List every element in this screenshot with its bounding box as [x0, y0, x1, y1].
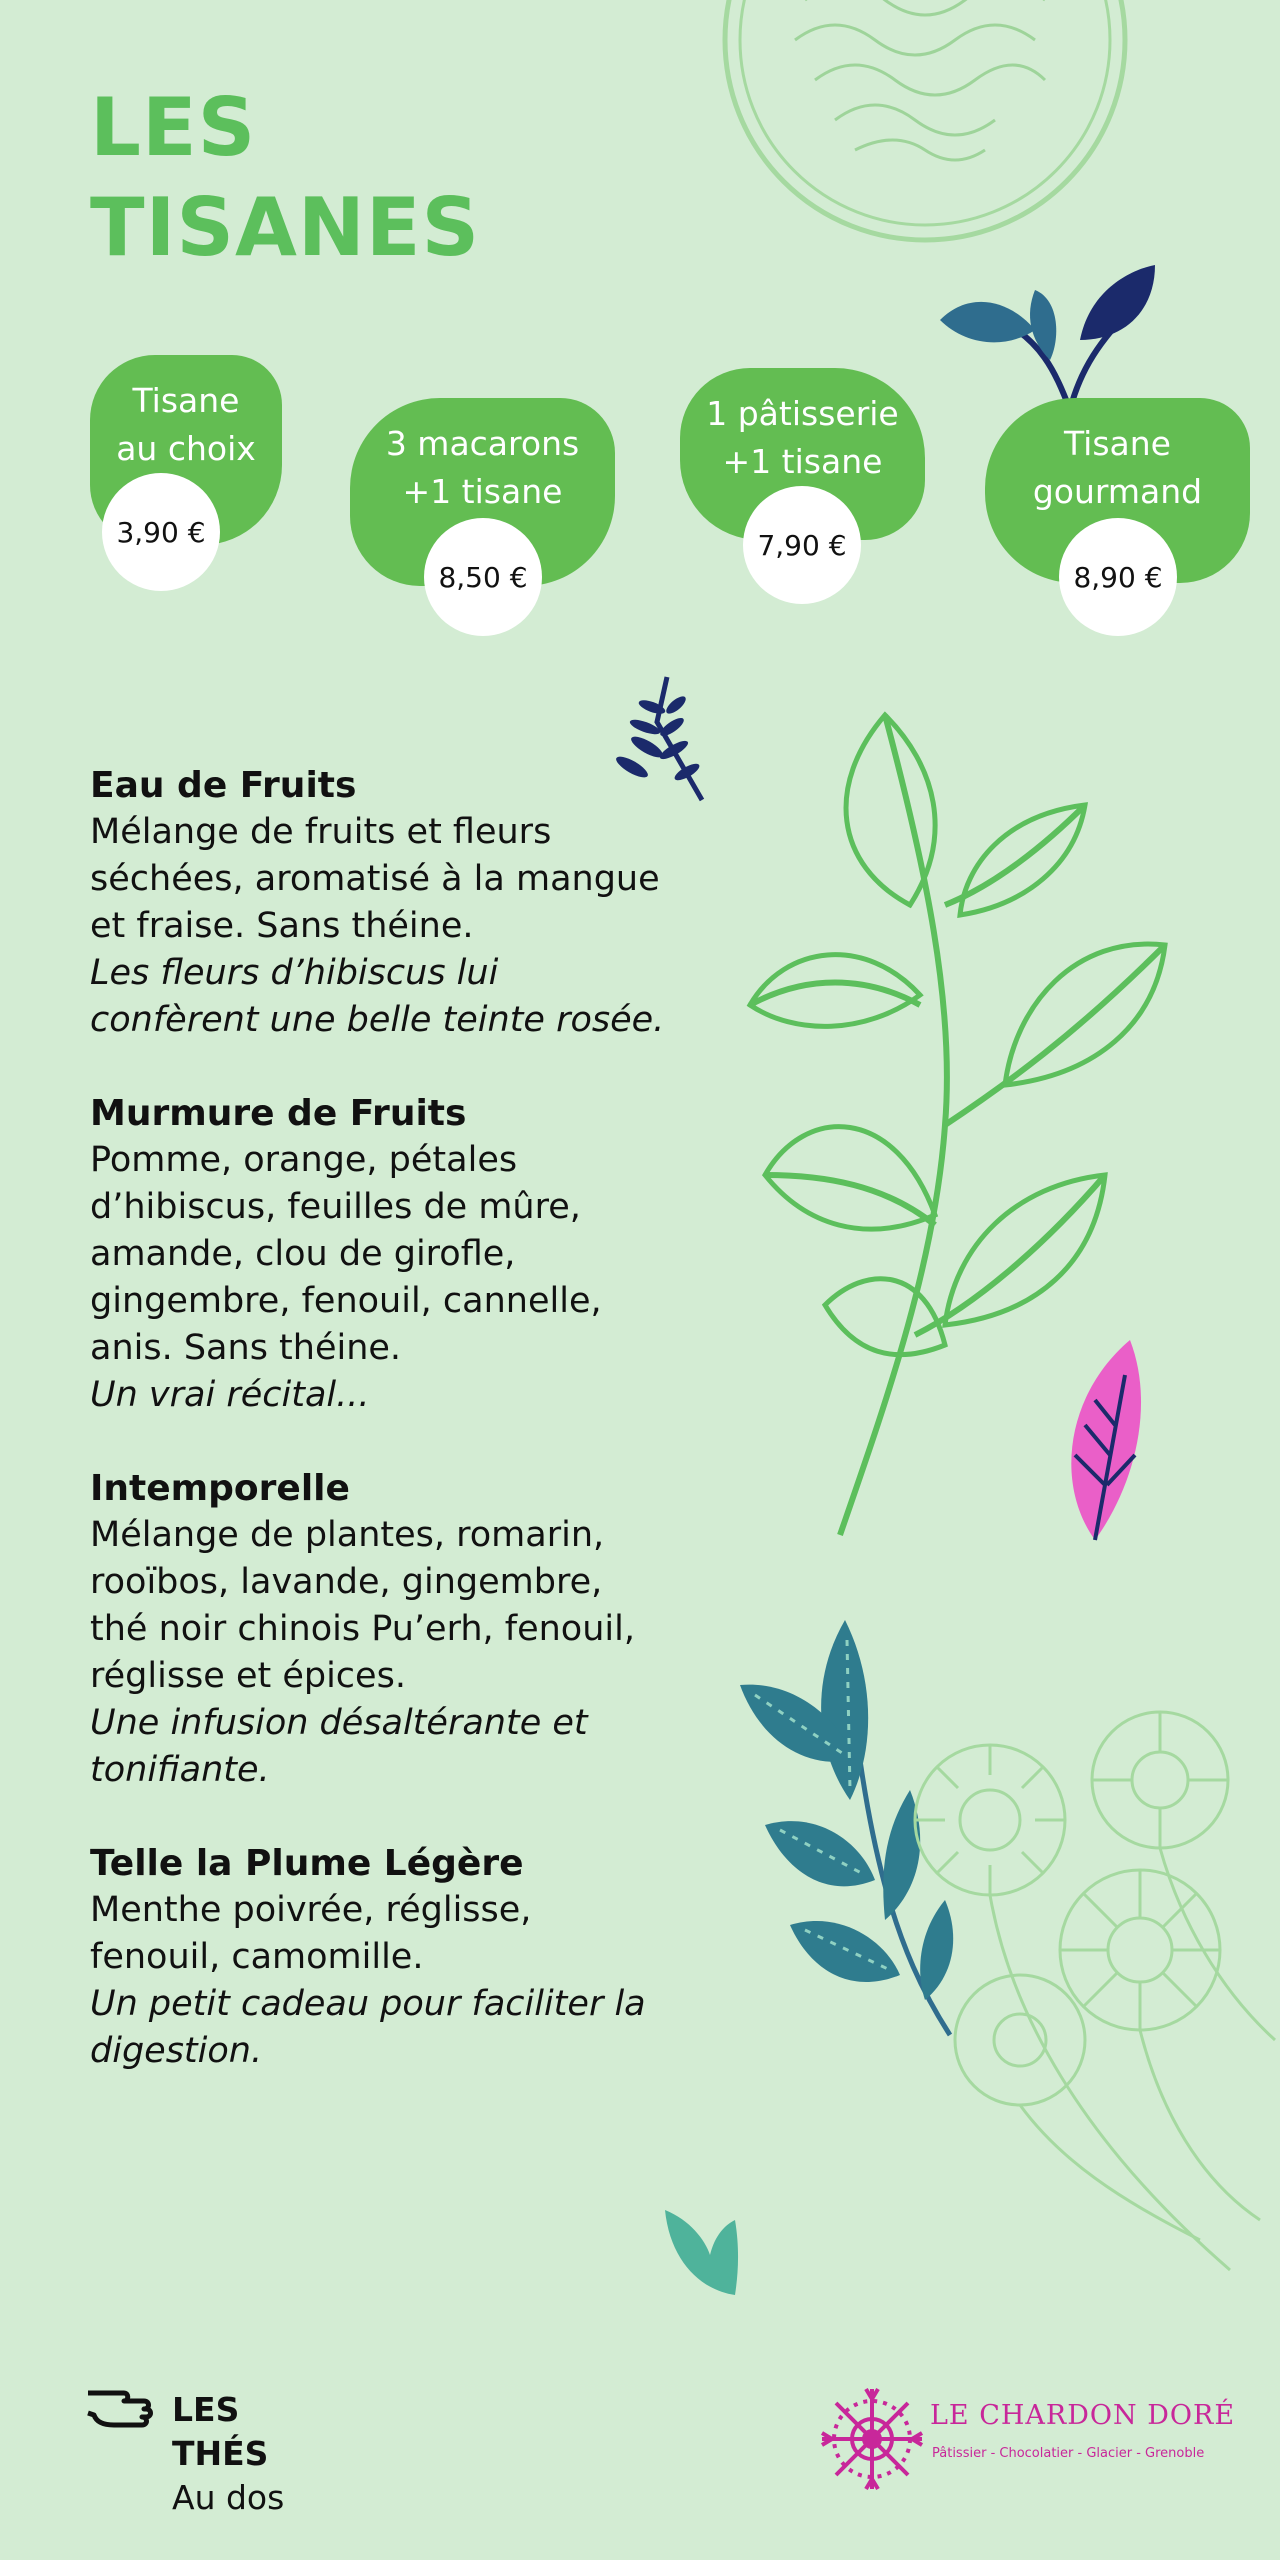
chardon-logo-icon: [818, 2385, 926, 2493]
item-description: Pomme, orange, pétales d’hibiscus, feuilles de mûre, amande, clou de girofle, gingembre, fenouil, cannelle, anis. Sans théine.: [90, 1140, 602, 1368]
item-name: Murmure de Fruits: [90, 1093, 467, 1134]
offer-label: Tisane gourmand: [985, 398, 1250, 583]
title-line-2: TISANES: [90, 181, 481, 274]
brand-tagline: Pâtissier - Chocolatier - Glacier - Grenoble: [932, 2446, 1205, 2461]
item-description: Mélange de plantes, romarin, rooïbos, lavande, gingembre, thé noir chinois Pu’erh, fenouil, réglisse et épices.: [90, 1515, 635, 1696]
offer-price: 8,50 €: [424, 518, 542, 636]
pointing-hand-icon: [84, 2383, 164, 2433]
item-note: Un petit cadeau pour faciliter la digestion.: [90, 1984, 646, 2071]
offer-price: 7,90 €: [743, 486, 861, 604]
item-description: Menthe poivrée, réglisse, fenouil, camomille.: [90, 1890, 532, 1977]
offer-label: Tisane au choix: [90, 355, 282, 545]
chamomile-illustration: [900, 1660, 1280, 2280]
item-name: Intemporelle: [90, 1468, 350, 1509]
list-item: [90, 1465, 670, 1794]
pink-leaf-illustration: [1055, 1335, 1145, 1545]
list-item: [90, 1090, 670, 1419]
footer-line-1: LES: [172, 2390, 240, 2429]
footer-line-3: Au dos: [172, 2478, 285, 2517]
item-note: Une infusion désaltérante et tonifiante.: [90, 1703, 588, 1790]
offer-price: 3,90 €: [102, 473, 220, 591]
item-note: Un vrai récital...: [90, 1375, 370, 1415]
brand-name: LE CHARDON DORÉ: [930, 2400, 1236, 2431]
offer-label: 3 macarons +1 tisane: [350, 398, 615, 586]
offer-label: 1 pâtisserie +1 tisane: [680, 368, 925, 540]
small-leaf-illustration: [660, 2200, 740, 2300]
item-name: Eau de Fruits: [90, 765, 357, 806]
list-item: [90, 762, 670, 1044]
offer-price: 8,90 €: [1059, 518, 1177, 636]
item-note: Les fleurs d’hibiscus lui confèrent une belle teinte rosée.: [90, 953, 665, 1040]
item-description: Mélange de fruits et fleurs séchées, aromatisé à la mangue et fraise. Sans théine.: [90, 812, 660, 946]
tea-plate-illustration: [705, 0, 1145, 280]
page-title: [90, 78, 480, 278]
footer-teas-link[interactable]: [172, 2388, 284, 2520]
footer-line-2: THÉS: [172, 2434, 269, 2473]
list-item: [90, 1840, 670, 2075]
title-line-1: LES: [90, 81, 257, 174]
tisane-list: [90, 762, 670, 2121]
sprig-illustration: [940, 260, 1170, 420]
item-name: Telle la Plume Légère: [90, 1843, 524, 1884]
